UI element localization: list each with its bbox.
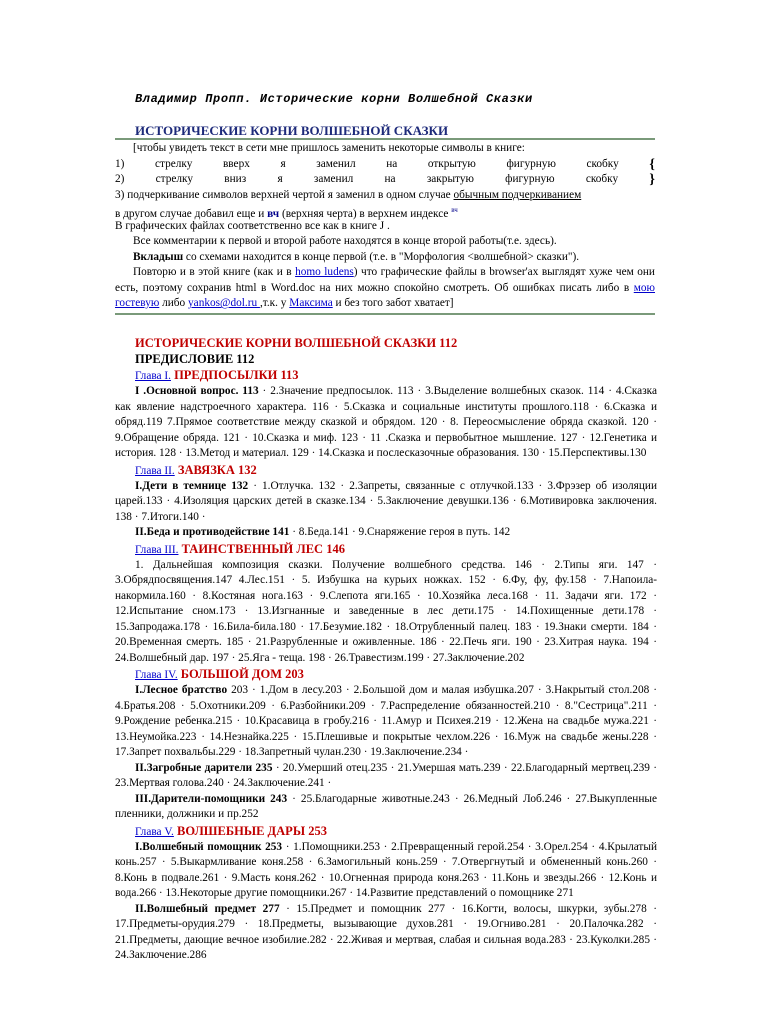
email-link[interactable]: yankos@dol.ru (188, 297, 260, 309)
section-items: · 1.Отлучка. 132 · 2.Запреты, связанные с отлучкой.133 · 3.Фрэзер об изоляции царей.133 · 4.Изоляция царских детей в сказке.134 · 5.Заключение девушки.136 · 6.Мотивировка заключения. 138 · 7.Итоги.140 · (115, 479, 658, 523)
book-heading: ИСТОРИЧЕСКИЕ КОРНИ ВОЛШЕБНОЙ СКАЗКИ (135, 123, 449, 138)
note-line-7: Все комментарии к первой и второй работе находятся в конце второй работы(т.е. здесь). (133, 235, 557, 247)
section-items: 203 · 1.Дом в лесу.203 · 2.Большой дом и малая избушка.207 · 3.Накрытый стол.208 · 4.Братья.208 · 5.Охотники.209 · 6.Разбойники.209 · 7.Распределение обязанностей.210 · 8."Сестрица".211 · 9.Рождение ребенка.215 · 10.Красавица в гробу.216 · 11.Амур и Психея.219 · 12.Жена на свадьбе мужа.221 · 13.Неумойка.223 · 14.Незнайка.225 · 15.Плешивые и покрытые чехлом.226 · 16.Муж на свадьбе жены.228 · 17.Запрет похвальбы.229 · 18.Запретный чулан.230 · 19.Заключение.234 · (115, 684, 657, 758)
toc-chapter-2 (115, 462, 657, 479)
section-title: I.Лесное братство (135, 684, 228, 696)
open-brace-glyph: { (649, 156, 655, 172)
table-of-contents (115, 336, 657, 964)
toc-preface: ПРЕДИСЛОВИЕ 112 (135, 351, 255, 366)
section-title: I.Волшебный помощник 253 (135, 840, 283, 853)
toc-section (115, 761, 657, 792)
toc-section (115, 384, 657, 462)
chapter-link[interactable]: Глава V. (135, 825, 174, 838)
chapter-link[interactable]: Глава I. (135, 370, 171, 382)
chapter-title: ВОЛШЕБНЫЕ ДАРЫ 253 (173, 823, 327, 838)
section-items: · 20.Умерший отец.235 · 21.Умершая мать.239 · 22.Благодарный мертвец.239 · 23.Мертвая голова.240 · 24.Заключение.241 · (115, 761, 657, 789)
section-items: · 2.Значение предпосылок. 113 · 3.Выделение волшебных сказок. 114 · 4.Сказка как явление надстроечного характера. 116 · 5.Сказка и социальные институты прошлого.118 · 6.Сказка и обряд.119 7.Прямое соответствие между сказкой и обрядом. 120 · 8. Переосмысление обряда сказкой. 120 · 9.Обращение обряда. 121 · 10.Сказка и миф. 123 · 11 .Сказка и первобытное мышление. 127 · 12.Генетика и история. 128 · 13.Метод и материал. 129 · 14.Сказка и послесказочные образования. 130 · 15.Перспективы.130 (115, 385, 657, 459)
note-line-6: В графических файлах соответственно все как в книге J . (115, 219, 390, 232)
toc-section (115, 792, 657, 823)
chapter-title: ПРЕДПОСЫЛКИ 113 (170, 368, 299, 382)
note-item-2: 2) стрелку вниз я заменил на закрытую фигурную скобку } (115, 172, 655, 187)
toc-section (115, 479, 657, 526)
chapter-link[interactable]: Глава II. (135, 464, 175, 477)
note-line-5: в другом случае добавил еще и вч (верхняя черта) в верхнем индексе $^{вч}$ (115, 206, 458, 220)
section-items: 1. Дальнейшая композиция сказки. Получение волшебного средства. 146 · 2.Типы яги. 147 · 3.Обрядпосвящения.147 4.Лес.151 · 5. Избушка на курьих ножках. 152 · 6.Фу, фу, фу.158 · 7.Напоила-накормила.160 · 8.Костяная нога.163 · 9.Слепота яги.165 · 10.Хозяйка леса.168 · 11. Задачи яги. 172 · 12.Испытание сном.173 · 13.Изгнанные и заведенные в лес дети.175 · 14.Похищенные дети.178 · 15.Запродажа.178 · 16.Била-била.180 · 17.Безумие.182 · 18.Отрубленный палец. 183 · 19.Знаки смерти. 184 · 20.Временная смерть. 185 · 21.Разрубленные и оживленные. 186 · 22.Печь яги. 190 · 23.Хитрая наука. 194 · 24.Волшебный дар. 197 · 25.Яга - теща. 198 · 26.Травестизм.199 · 27.Заключение.202 (115, 558, 657, 664)
section-title: II.Загробные дарители 235 (135, 761, 273, 774)
section-title: II.Беда и противодействие 141 (135, 526, 290, 538)
chapter-title: ЗАВЯЗКА 132 (174, 462, 257, 477)
homo-ludens-link[interactable]: homo ludens (295, 266, 354, 278)
toc-section (115, 558, 657, 667)
toc-chapters (115, 367, 657, 964)
guestbook-link[interactable]: мою гостевую (115, 281, 655, 309)
translator-note (115, 138, 655, 315)
section-title: III.Дарители-помощники 243 (135, 792, 288, 805)
section-title: I.Дети в темнице 132 (135, 479, 249, 492)
section-items: · 15.Предмет и помощник 277 · 16.Когти, волосы, шкурки, зубы.278 · 17.Предметы-орудия.279 · 18.Предметы, вызывающие духов.281 · 19.Огниво.281 · 20.Палочка.282 · 21.Предметы, дающие вечное изобилие.282 · 22.Живая и мертвая, слабая и сильная вода.283 · 23.Куколки.285 · 24.Заключение.286 (115, 902, 657, 961)
chapter-link[interactable]: Глава IV. (135, 669, 178, 681)
chapter-link[interactable]: Глава III. (135, 543, 179, 556)
note-item-1: 1) стрелку вверх я заменил на открытую фигурную скобку { (115, 156, 655, 172)
toc-section (115, 840, 657, 902)
section-title: II.Волшебный предмет 277 (135, 902, 280, 915)
note-intro: [чтобы увидеть текст в сети мне пришлось заменить некоторые символы в книге: (133, 142, 525, 154)
note-item-3: 3) подчеркивание символов верхней чертой я заменил в одном случае обычным подчеркиванием (115, 188, 582, 201)
toc-section (115, 902, 657, 964)
section-items: · 8.Беда.141 · 9.Снаряжение героя в путь. 142 (289, 526, 511, 538)
close-brace-glyph: } (649, 172, 655, 187)
note-line-8: Вкладыш со схемами находится в конце первой (т.е. в "Морфология <волшебной> сказки"). (133, 250, 580, 263)
toc-section (115, 525, 657, 541)
section-items: · 1.Помощники.253 · 2.Превращенный герой.254 · 3.Орел.254 · 4.Крылатый конь.257 · 5.Выкармливание коня.258 · 6.Замогильный конь.259 · 7.Отвергнутый и обмененный конь.260 · 8.Конь в подвале.261 · 9.Масть коня.262 · 10.Огненная природа коня.263 · 11.Конь и звезды.266 · 12.Конь и вода.266 · 13.Некоторые другие помощники.267 · 14.Развитие представлений о помощнике 271 (115, 840, 658, 899)
chapter-title: БОЛЬШОЙ ДОМ 203 (177, 667, 304, 681)
toc-chapter-4 (115, 666, 657, 683)
toc-chapter-5 (115, 823, 657, 840)
toc-main-heading: ИСТОРИЧЕСКИЕ КОРНИ ВОЛШЕБНОЙ СКАЗКИ 112 (135, 336, 458, 350)
section-title: I .Основной вопрос. 113 (135, 385, 259, 397)
toc-chapter-3 (115, 541, 657, 558)
page-title: Владимир Пропп. Исторические корни Волшебной Сказки (135, 92, 533, 106)
chapter-title: ТАИНСТВЕННЫЙ ЛЕС 146 (178, 541, 345, 556)
toc-chapter-1 (115, 367, 657, 384)
section-items: · 25.Благодарные животные.243 · 26.Медный Лоб.246 · 27.Выкупленные пленники, должники и пр.252 (115, 792, 657, 820)
note-paragraph: Повторю и в этой книге (как и в homo ludens) что графические файлы в browser'ах выглядят хуже чем они есть, поэтому сохранив html в Word.doc на них можно спокойно смотреть. Об ошибках писать либо в мою гостевую либо yankos@dol.ru ,т.к. у Максима и без того забот хватает] (115, 266, 655, 309)
toc-section (115, 683, 657, 761)
maxim-link[interactable]: Максима (289, 297, 333, 309)
